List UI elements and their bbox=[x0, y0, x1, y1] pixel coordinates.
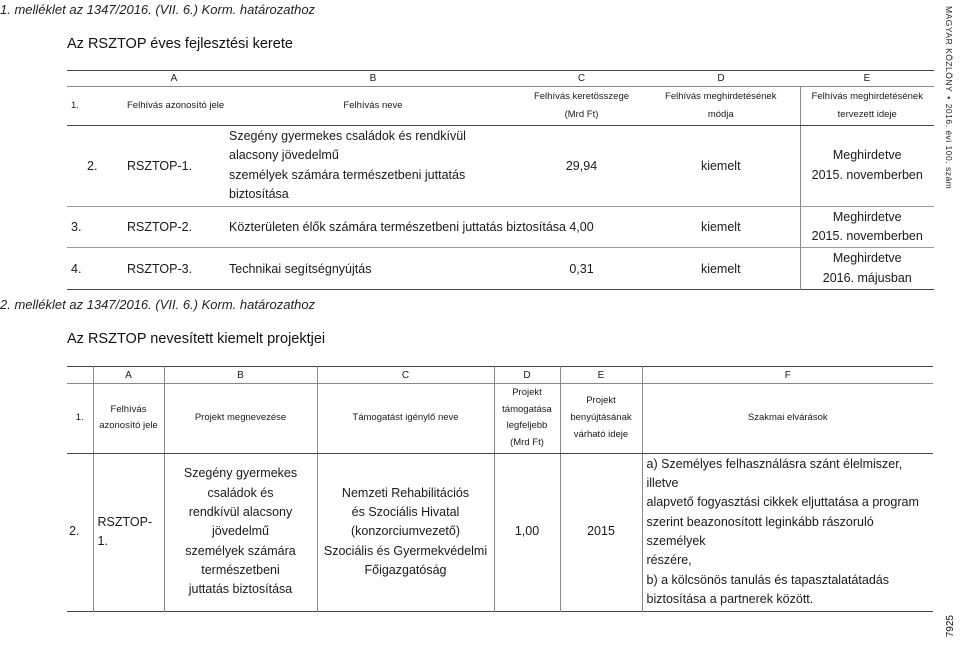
row-project bbox=[164, 453, 317, 611]
header-time-line2: tervezett ideje bbox=[837, 109, 897, 121]
row-name: Technikai segítségnyújtás bbox=[229, 261, 372, 276]
header-mode-line2: módja bbox=[707, 109, 734, 121]
header-time bbox=[800, 87, 934, 126]
row-applicant-line: Szociális és Gyermekvédelmi bbox=[323, 543, 488, 558]
header-submit-line2: benyújtásának bbox=[570, 411, 632, 423]
header-id-line1: Felhívás bbox=[110, 403, 147, 415]
row-id: RSZTOP-2. bbox=[123, 206, 225, 248]
row-time bbox=[800, 206, 934, 248]
header-num: 1. bbox=[67, 87, 123, 126]
row-name bbox=[225, 126, 521, 207]
journal-issue: 2016. évi 100. szám bbox=[944, 103, 954, 190]
row-time-line1: Meghirdetve bbox=[832, 148, 902, 163]
row-requirements-line: szerint beazonosított leginkább rászoruló személyek bbox=[646, 514, 874, 548]
annex2-table bbox=[67, 366, 933, 612]
row-budget: 4,00 bbox=[521, 206, 642, 248]
col-letter-a: A bbox=[93, 367, 164, 384]
header-id-line2: azonosító jele bbox=[99, 420, 158, 432]
header-budget-line2: (Mrd Ft) bbox=[564, 109, 599, 121]
row-name: Közterületen élők számára természetbeni juttatás biztosítása bbox=[225, 206, 521, 248]
row-time-line1: Meghirdetve bbox=[832, 209, 902, 224]
row-time-line1: Meghirdetve bbox=[832, 251, 902, 266]
col-letter-a: A bbox=[123, 71, 225, 87]
annex1-table bbox=[67, 70, 934, 290]
row-submit: 2015 bbox=[560, 453, 642, 611]
row-applicant bbox=[317, 453, 494, 611]
row-time-line2: 2015. novemberben bbox=[811, 228, 923, 243]
table-row bbox=[67, 126, 934, 207]
annex2-title: Az RSZTOP nevesített kiemelt projektjei bbox=[67, 331, 326, 347]
row-budget: 29,94 bbox=[521, 126, 642, 207]
header-id bbox=[93, 384, 164, 454]
row-requirements-line: b) a kölcsönös tanulás és tapasztalatátadás bbox=[646, 572, 890, 587]
row-time-line2: 2015. novemberben bbox=[811, 167, 923, 182]
col-letter-d: D bbox=[494, 367, 560, 384]
row-project-line: juttatás biztosítása bbox=[188, 582, 293, 597]
header-budget-line1: Felhívás keretösszege bbox=[533, 91, 630, 102]
row-num: 2. bbox=[69, 524, 80, 539]
header-project: Projekt megnevezése bbox=[164, 384, 317, 454]
annex1-header-row bbox=[67, 87, 934, 126]
table-row bbox=[67, 206, 934, 248]
annex2-header-row bbox=[67, 384, 933, 454]
row-id: RSZTOP-1. bbox=[123, 126, 225, 207]
row-mode: kiemelt bbox=[642, 126, 800, 207]
header-submit-line1: Projekt bbox=[586, 395, 616, 407]
row-mode: kiemelt bbox=[642, 206, 800, 248]
col-letter-e: E bbox=[800, 71, 934, 87]
header-submit-line3: várható ideje bbox=[573, 428, 629, 440]
journal-sidebar bbox=[940, 6, 954, 206]
col-letter-b: B bbox=[164, 367, 317, 384]
header-requirements: Szakmai elvárások bbox=[642, 384, 933, 454]
col-letter-c: C bbox=[317, 367, 494, 384]
journal-separator: • bbox=[944, 96, 954, 100]
row-support: 1,00 bbox=[494, 453, 560, 611]
header-support-line3: legfeljebb bbox=[506, 420, 548, 432]
col-letter-d: D bbox=[642, 71, 800, 87]
row-name-line2: személyek számára természetbeni juttatás biztosítása bbox=[229, 167, 466, 202]
row-requirements-line: biztosítása a partnerek között. bbox=[646, 592, 814, 607]
row-project-line: rendkívül alacsony jövedelmű bbox=[188, 504, 293, 539]
row-requirements bbox=[642, 453, 933, 611]
row-id: RSZTOP-3. bbox=[127, 261, 193, 276]
header-time-line1: Felhívás meghirdetésének bbox=[811, 91, 923, 102]
header-mode-line1: Felhívás meghirdetésének bbox=[665, 91, 777, 102]
row-applicant-line: és Szociális Hivatal bbox=[351, 504, 460, 519]
row-num: 2. bbox=[67, 126, 123, 207]
row-requirements-line: alapvető fogyasztási cikkek eljuttatása a program bbox=[646, 495, 919, 510]
annex2-heading: 2. melléklet az 1347/2016. (VII. 6.) Korm. határozathoz bbox=[0, 297, 316, 312]
header-support-line2: támogatása bbox=[502, 403, 552, 415]
header-support bbox=[494, 384, 560, 454]
journal-name: MAGYAR KÖZLÖNY bbox=[944, 6, 954, 93]
header-id: Felhívás azonosító jele bbox=[123, 87, 225, 126]
row-num: 3. bbox=[67, 206, 123, 248]
row-project-line: személyek számára természetbeni bbox=[185, 543, 296, 578]
header-submit bbox=[560, 384, 642, 454]
row-name-line1: Szegény gyermekes családok és rendkívül alacsony jövedelmű bbox=[229, 129, 466, 163]
page-number: 7925 bbox=[945, 614, 956, 637]
row-time bbox=[800, 248, 934, 290]
row-budget: 0,31 bbox=[569, 261, 594, 276]
col-letter-b: B bbox=[225, 71, 521, 87]
header-support-line1: Projekt bbox=[512, 387, 542, 398]
row-mode: kiemelt bbox=[700, 261, 741, 276]
row-id: RSZTOP-1. bbox=[93, 453, 164, 611]
row-applicant-line: Nemzeti Rehabilitációs bbox=[341, 485, 470, 500]
col-letter-c: C bbox=[521, 71, 642, 87]
header-mode bbox=[642, 87, 800, 126]
annex1-heading: 1. melléklet az 1347/2016. (VII. 6.) Korm. határozathoz bbox=[0, 2, 316, 17]
header-num: 1. bbox=[67, 384, 93, 454]
row-time bbox=[800, 126, 934, 207]
row-project-line: Szegény gyermekes családok és bbox=[183, 466, 298, 500]
row-num: 4. bbox=[71, 261, 82, 276]
header-budget bbox=[521, 87, 642, 126]
row-applicant-line: (konzorciumvezető) bbox=[350, 524, 461, 539]
annex1-title: Az RSZTOP éves fejlesztési kerete bbox=[67, 36, 293, 52]
annex1-column-letters bbox=[67, 71, 934, 87]
col-letter-e: E bbox=[560, 367, 642, 384]
table-row bbox=[67, 453, 933, 611]
row-applicant-line: Főigazgatóság bbox=[364, 563, 447, 578]
annex2-column-letters bbox=[67, 367, 933, 384]
journal-sidebar-text bbox=[944, 6, 954, 189]
row-time-line2: 2016. májusban bbox=[822, 270, 912, 285]
row-requirements-line: a) Személyes felhasználásra szánt élelmiszer, illetve bbox=[646, 456, 903, 490]
header-support-line4: (Mrd Ft) bbox=[510, 436, 544, 448]
col-letter-f: F bbox=[642, 367, 933, 384]
table-row bbox=[67, 248, 934, 290]
row-requirements-line: részére, bbox=[646, 553, 692, 568]
header-name: Felhívás neve bbox=[225, 87, 521, 126]
header-applicant: Támogatást igénylő neve bbox=[317, 384, 494, 454]
